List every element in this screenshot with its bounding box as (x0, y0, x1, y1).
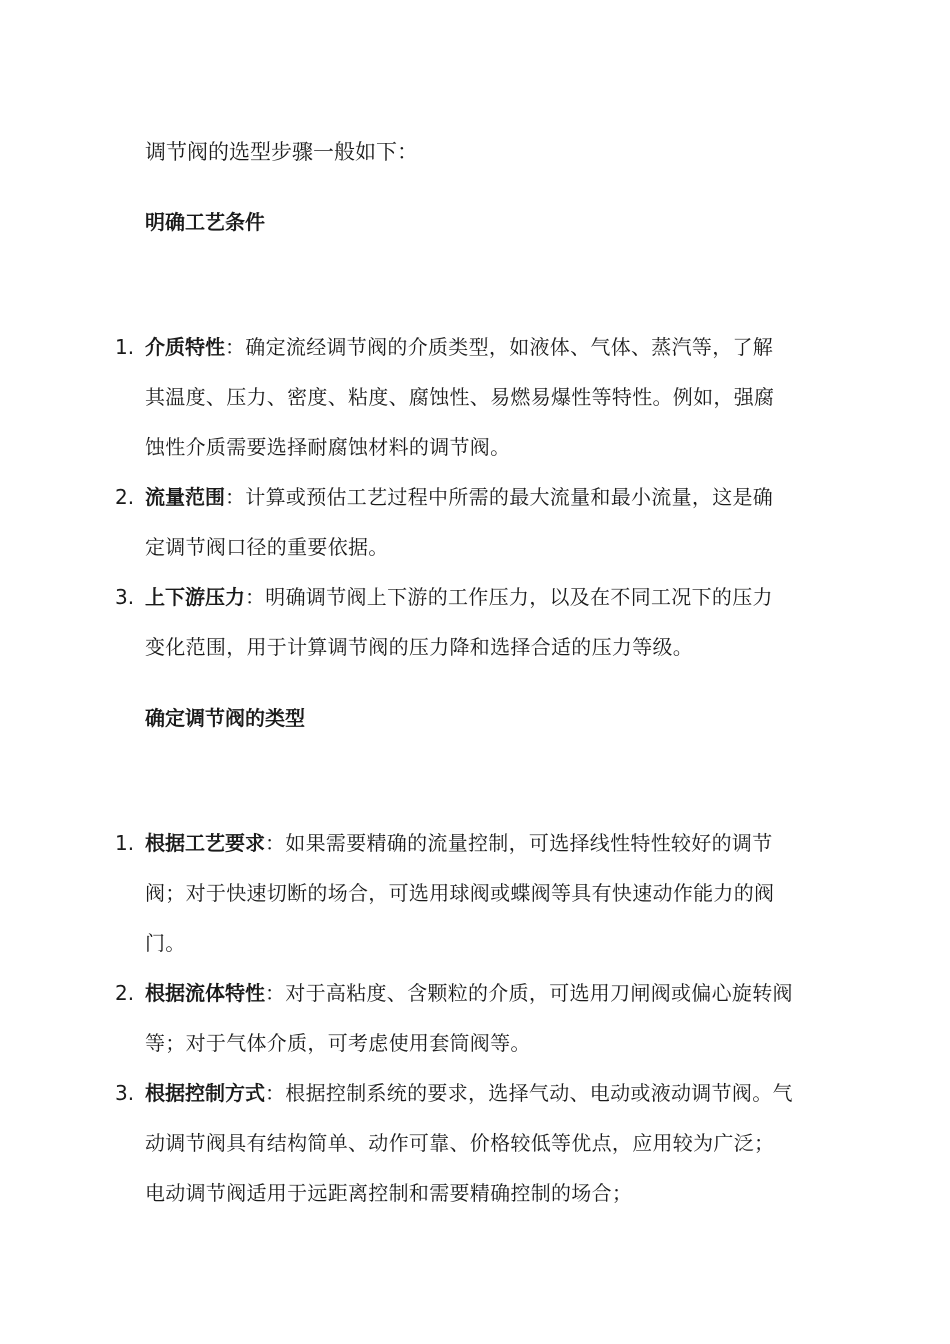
section-heading-process-conditions: 明确工艺条件 (145, 210, 265, 234)
item-text: ：根据控制系统的要求，选择气动、电动或液动调节阀。气动调节阀具有结构简单、动作可靠、价格较低等优点，应用较为广泛；电动调节阀适用于远距离控制和需要精确控制的场合； (145, 1081, 793, 1205)
item-label: 流量范围 (145, 485, 225, 509)
intro-text: 调节阀的选型步骤一般如下： (145, 140, 418, 164)
list-number: 3. (115, 1081, 135, 1105)
item-label: 根据工艺要求 (145, 831, 265, 855)
list-item (0, 968, 793, 1068)
item-label: 根据流体特性 (145, 981, 265, 1005)
process-conditions-list (0, 322, 950, 672)
section-heading-valve-type: 确定调节阀的类型 (145, 706, 305, 730)
item-text: ：如果需要精确的流量控制，可选择线性特性较好的调节阀；对于快速切断的场合，可选用球阀或蝶阀等具有快速动作能力的阀门。 (145, 831, 775, 955)
list-item (0, 818, 793, 968)
valve-type-list (0, 818, 950, 1218)
item-text: ：确定流经调节阀的介质类型，如液体、气体、蒸汽等，了解其温度、压力、密度、粘度、腐蚀性、易燃易爆性等特性。例如，强腐蚀性介质需要选择耐腐蚀材料的调节阀。 (145, 335, 775, 459)
list-item (0, 572, 793, 672)
item-text: ：明确调节阀上下游的工作压力，以及在不同工况下的压力变化范围，用于计算调节阀的压力降和选择合适的压力等级。 (145, 585, 773, 659)
item-label: 介质特性 (145, 335, 225, 359)
item-label: 根据控制方式 (145, 1081, 265, 1105)
list-number: 3. (115, 585, 135, 609)
list-item (0, 472, 793, 572)
list-item (0, 1068, 793, 1218)
item-label: 上下游压力 (145, 585, 245, 609)
list-number: 2. (115, 981, 135, 1005)
item-text: ：对于高粘度、含颗粒的介质，可选用刀闸阀或偏心旋转阀等；对于气体介质，可考虑使用套筒阀等。 (145, 981, 793, 1055)
list-number: 1. (115, 335, 135, 359)
list-number: 2. (115, 485, 135, 509)
list-number: 1. (115, 831, 135, 855)
item-text: ：计算或预估工艺过程中所需的最大流量和最小流量，这是确定调节阀口径的重要依据。 (145, 485, 774, 559)
list-item (0, 322, 793, 472)
